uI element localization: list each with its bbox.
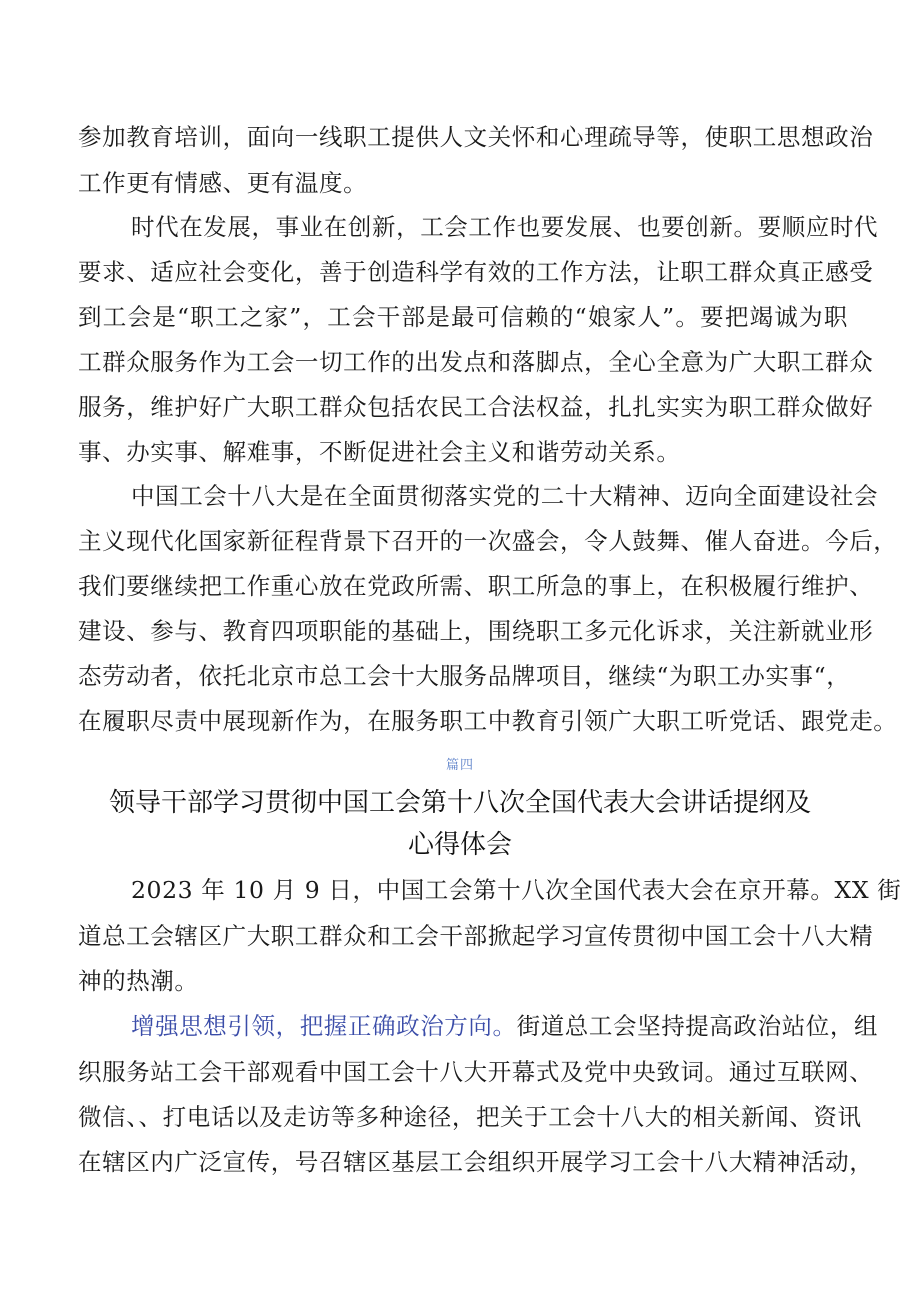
highlight-heading: 增强思想引领，把握正确政治方向。	[131, 1012, 517, 1040]
text-line: 中国工会十八大是在全面贯彻落实党的二十大精神、迈向全面建设社会	[131, 482, 879, 510]
text-line: 工作更有情感、更有温度。	[78, 169, 368, 197]
text-line: 要求、适应社会变化，善于创造科学有效的工作方法，让职工群众真正感受	[78, 258, 874, 286]
text-run: 街道总工会坚持提高政治站位，组	[516, 1012, 879, 1040]
text-line: 建设、参与、教育四项职能的基础上，围绕职工多元化诉求，关注新就业形	[78, 617, 874, 645]
text-line: 2023 年 10 月 9 日，中国工会第十八次全国代表大会在京开幕。XX 街	[131, 876, 902, 904]
article-title-line-1: 领导干部学习贯彻中国工会第十八次全国代表大会讲话提纲及	[108, 788, 811, 818]
text-line: 道总工会辖区广大职工群众和工会干部掀起学习宣传贯彻中国工会十八大精	[78, 922, 874, 950]
text-line: 到工会是“职工之家”，工会干部是最可信赖的“娘家人”。要把竭诚为职	[78, 303, 848, 331]
text-line: 微信、、打电话以及走访等多种途径，把关于工会十八大的相关新闻、资讯	[78, 1103, 862, 1131]
text-line: 工群众服务作为工会一切工作的出发点和落脚点，全心全意为广大职工群众	[78, 348, 874, 376]
text-line: 参加教育培训，面向一线职工提供人文关怀和心理疏导等，使职工思想政治	[78, 123, 874, 151]
text-line: 我们要继续把工作重心放在党政所需、职工所急的事上，在积极履行维护、	[78, 572, 874, 600]
text-line: 态劳动者，依托北京市总工会十大服务品牌项目，继续“为职工办实事“，	[78, 662, 851, 690]
text-line: 在履职尽责中展现新作为，在服务职工中教育引领广大职工听党话、跟党走。	[78, 707, 898, 735]
text-line	[131, 1011, 879, 1041]
text-line: 在辖区内广泛宣传，号召辖区基层工会组织开展学习工会十八大精神活动，	[78, 1148, 874, 1176]
section-marker: 篇四	[445, 758, 474, 773]
article-title-line-2: 心得体会	[407, 830, 512, 860]
text-line: 织服务站工会干部观看中国工会十八大开幕式及党中央致词。通过互联网、	[78, 1058, 874, 1086]
text-line: 服务，维护好广大职工群众包括农民工合法权益，扎扎实实为职工群众做好	[78, 393, 874, 421]
text-line: 事、办实事、解难事，不断促进社会主义和谐劳动关系。	[78, 438, 681, 466]
text-line: 神的热潮。	[78, 967, 199, 995]
text-line: 时代在发展，事业在创新，工会工作也要发展、也要创新。要顺应时代	[131, 213, 879, 241]
text-line: 主义现代化国家新征程背景下召开的一次盛会，令人鼓舞、催人奋进。今后，	[78, 527, 898, 555]
